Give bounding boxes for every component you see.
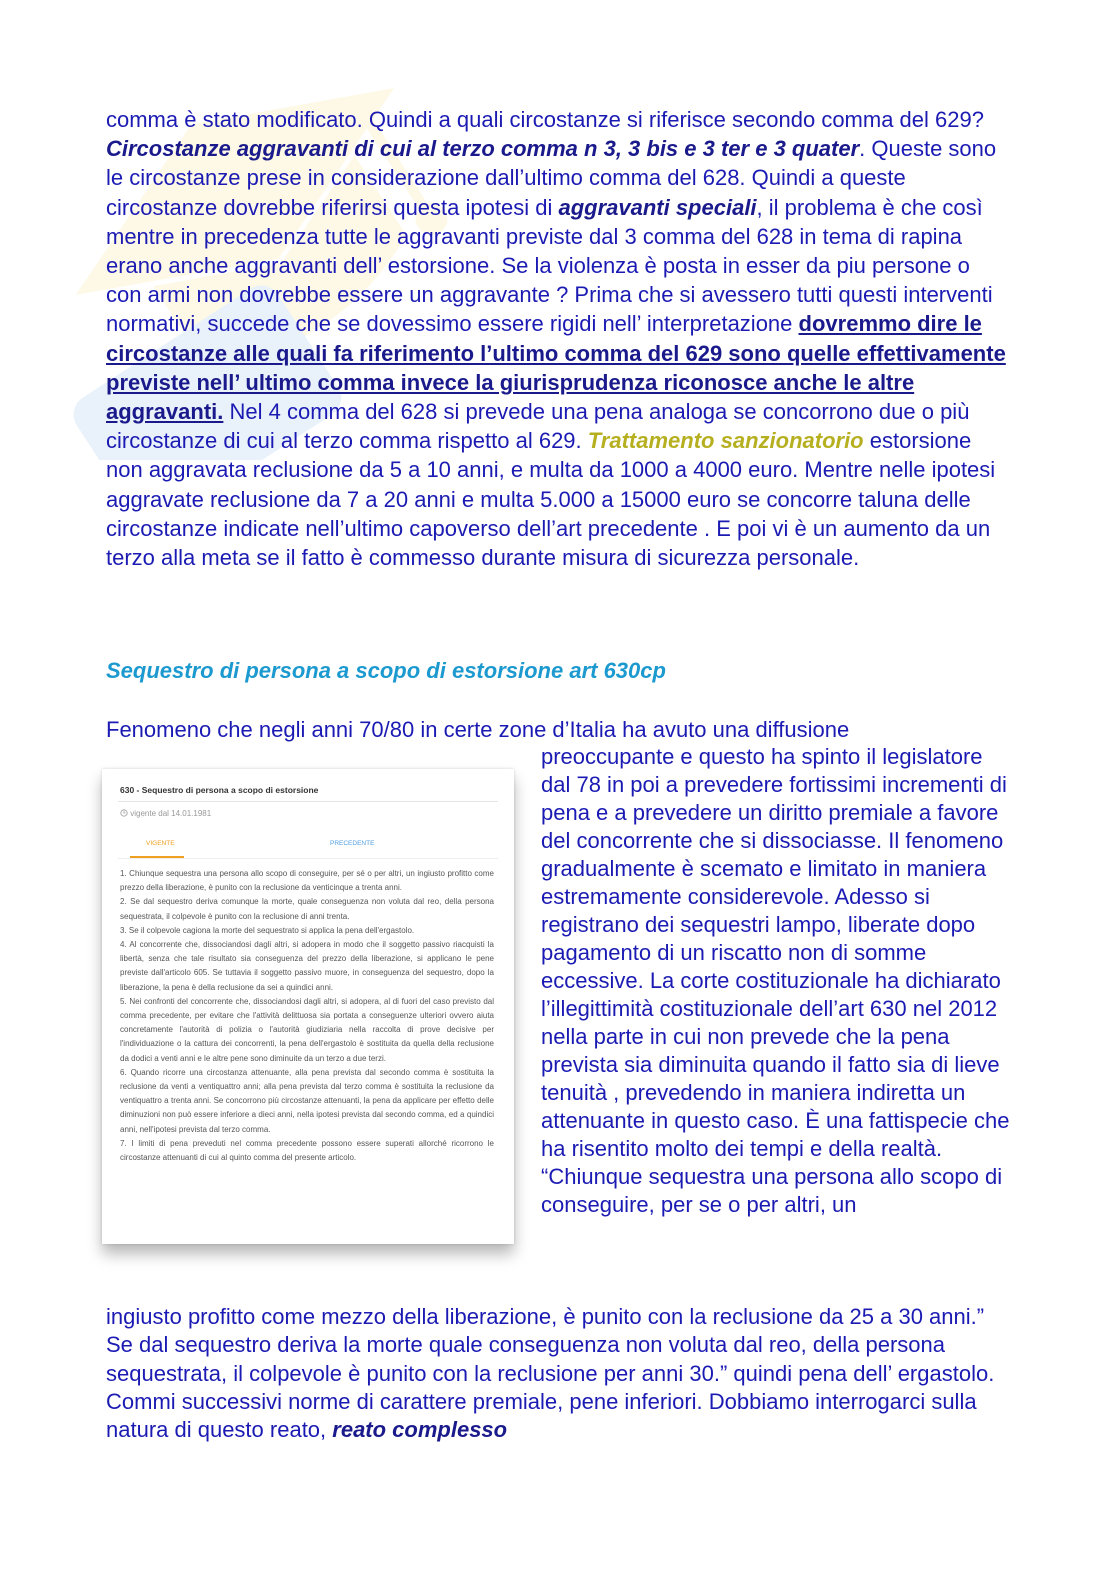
p3-text-1: ingiusto profitto come mezzo della liberazione, è punito con la reclusione da 25 a 30 anni.” Se dal sequestro deriva la morte quale conseguenza non voluta dal reo, della persona sequestrata, il colpevole è punito con la reclusione per anni 30.” quindi pena dell’ ergastolo. Commi successivi norme di carattere premiale, pene inferiori. Dobbiamo interrogarci sulla natura di questo reato,: [106, 1304, 995, 1443]
card-paragraph: 3. Se il colpevole cagiona la morte del sequestrato si applica la pena dell'ergastolo.: [120, 925, 415, 935]
card-paragraph: 2. Se dal sequestro deriva comunque la morte, quale conseguenza non voluta dal reo, della persona sequestrata, il colpevole è punito con la reclusione di anni trenta.: [120, 897, 494, 921]
card-tab-divider: [118, 858, 498, 859]
p1-text-2: . Queste sono le circostanze prese in considerazione dall’ultimo comma del 628. Quindi a queste circostanze dovrebbe riferirsi questa ipotesi di: [106, 136, 997, 220]
card-paragraph: 7. I limiti di pena preveduti nel comma precedente possono essere superati allorché ricorrono le circostanze attenuanti di cui al quinto comma del presente articolo.: [120, 1138, 494, 1163]
card-date: vigente dal 14.01.1981: [130, 809, 212, 818]
card-paragraph: 4. Al concorrente che, dissociandosi dagli altri, si adopera in modo che il soggetto passivo riacquisti la libertà, senza che tale risultato sia conseguenza del prezzo della liberazione, si applicano le pene previste dall'articolo 605. Se tuttavia il soggetto passivo muore, in conseguenza del sequestro, dopo la liberazione, la pena è della reclusione da sei a quindici anni.: [120, 940, 494, 992]
card-paragraph: 1. Chiunque sequestra una persona allo scopo di conseguire, per sé o per altri, un ingiusto profitto come prezzo della liberazione, è punito con la reclusione da venticinque a trenta anni.: [120, 869, 494, 893]
p1-text-4: Nel 4 comma del 628 si prevede una pena analoga se concorrono due o più circostanze di cui al terzo comma rispetto al 629.: [106, 399, 970, 454]
card-paragraph: 5. Nei confronti del concorrente che, dissociandosi dagli altri, si adopera, al di fuori del caso previsto dal comma precedente, per evitare che l'attività delittuosa sia portata a conseguenze ulteriori ovvero aiuta concretamente l'autorità di polizia o l'autorità giudiziaria nella raccolta di prove decisive per l'individuazione o la cattura dei concorrenti, la pena dell'ergastolo è sostituita da quella della reclusione da dodici a venti anni e le altre pene sono diminuite da un terzo a due terzi.: [120, 996, 494, 1063]
card-body: [120, 867, 494, 1165]
clock-icon: [120, 809, 128, 817]
section-heading: Sequestro di persona a scopo di estorsione art 630cp: [106, 658, 666, 683]
p1-trattamento-sanzionatorio: Trattamento sanzionatorio: [587, 428, 864, 454]
paragraph-estorsione: [106, 105, 1006, 572]
tab-precedente[interactable]: PRECEDENTE: [330, 840, 375, 847]
p1-emphasis-aggravanti: aggravanti speciali: [558, 194, 757, 220]
card-paragraph: 6. Quando ricorre una circostanza attenuante, alla pena prevista dal secondo comma è sostituita la reclusione da venti a ventiquattro anni; alla pena prevista dal terzo comma è sostituita la reclusione da ventiquattro a trenta anni. Se concorrono più circostanze attenuanti, la pena da applicare per effetto delle diminuzioni non può essere inferiore a dieci anni, nella ipotesi prevista dal secondo comma, ed a quindici anni, nell'ipotesi prevista dal terzo comma.: [120, 1067, 494, 1134]
p1-text-1: comma è stato modificato. Quindi a quali circostanze si riferisce secondo comma del 629?: [106, 107, 984, 132]
p1-text-5: estorsione non aggravata reclusione da 5 a 10 anni, e multa da 1000 a 4000 euro. Mentre nelle ipotesi aggravate reclusione da 7 a 20 anni e multa 5.000 a 15000 euro se concorre taluna delle circostanze indicate nell’ultimo capoverso dell’art precedente . E poi vi è un aumento da un terzo alla meta se il fatto è commesso durante misura di sicurezza personale.: [106, 428, 996, 571]
paragraph-fenomeno: Fenomeno che negli anni 70/80 in certe zone d’Italia ha avuto una diffusione: [106, 717, 850, 742]
p1-emphasis-circostanze: Circostanze aggravanti di cui al terzo comma n 3, 3 bis e 3 ter e 3 quater: [106, 136, 860, 162]
p1-text-3: , il problema è che così mentre in precedenza tutte le aggravanti previste dal 3 comma del 628 in tema di rapina erano anche aggravanti dell’ estorsione. Se la violenza è posta in esser da piu persone o con armi non dovrebbe essere un aggravante ? Prima che si avessero tutti questi interventi normativi, succede che se dovessimo essere rigidi nell’ interpretazione: [106, 194, 993, 337]
tab-vigente[interactable]: VIGENTE: [146, 840, 175, 847]
card-date-row: [120, 809, 211, 818]
paragraph-continuation: [106, 1303, 1006, 1444]
p1-underlined-circostanze: dovremmo dire le circostanze alle quali fa riferimento l’ultimo comma del 629 sono quelle effettivamente previste nell’ ultimo comma invece la giurisprudenza riconosce anche le altre aggravanti.: [106, 311, 1006, 425]
paragraph-right-column: preoccupante e questo ha spinto il legislatore dal 78 in poi a prevedere fortissimi incrementi di pena e a prevedere un diritto premiale a favore del concorrente che si dissociasse. Il fenomeno gradualmente è scemato e limitato in maniera estremamente considerevole. Adesso si registrano dei sequestri lampo, liberate dopo pagamento di un riscatto non di somme eccessive. La corte costituzionale ha dichiarato l’illegittimità costituzionale dell’art 630 nel 2012 nella parte in cui non prevede che la pena prevista sia diminuita quando il fatto sia di lieve tenuità , prevedendo in maniera indiretta un attenuante in questo caso. È una fattispecie che ha risentito molto dei tempi e della realtà. “Chiunque sequestra una persona allo scopo di conseguire, per se o per altri, un: [541, 744, 1010, 1217]
p3-emphasis-reato-complesso: reato complesso: [332, 1417, 508, 1443]
card-title: 630 - Sequestro di persona a scopo di estorsione: [120, 785, 319, 795]
article-630-card: [102, 769, 514, 1244]
card-divider: [118, 801, 498, 802]
